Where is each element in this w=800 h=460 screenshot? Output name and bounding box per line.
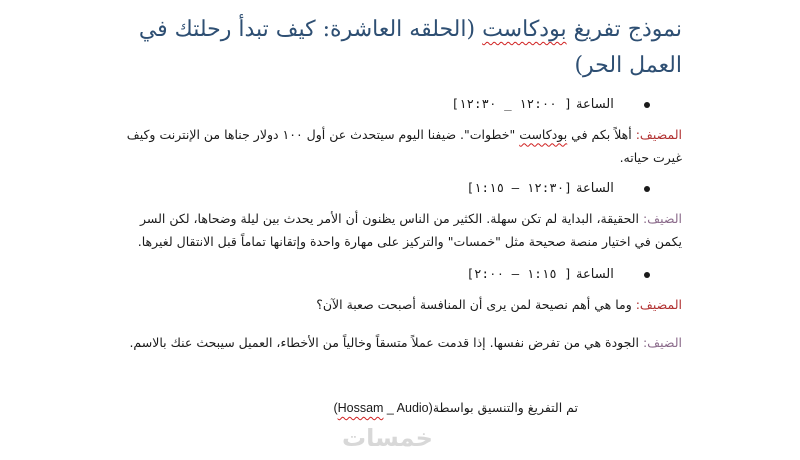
document-title <box>82 12 682 84</box>
timestamp-bullet-1 <box>451 96 650 112</box>
title-misspelled-word: بودكاست <box>482 17 567 42</box>
paren-close: ) <box>428 401 433 415</box>
dialogue-paragraph-2 <box>122 207 682 253</box>
dialogue-text: الحقيقة، البداية لم تكن سهلة. الكثير من الناس يظنون أن الأمر يحدث بين ليلة وضحاها، لكن السر يكمن في اختيار منصة صحيحة مثل "خمسات" والتركيز على مهارة واحدة وإتقانها تماماً قبل الانتقال لغيرها. <box>137 210 682 249</box>
dialogue-paragraph-1 <box>122 123 682 169</box>
time-range: [ ١٢:٠٠ _ ١٢:٣٠] <box>451 96 572 111</box>
speaker-host: المضيف: <box>635 296 682 312</box>
title-part1: نموذج تفريغ <box>566 17 682 42</box>
paren-open: ( <box>333 401 338 415</box>
title-part2: (الحلقه العاشرة: كيف تبدأ رحلتك في العمل الحر) <box>138 17 682 78</box>
time-label: الساعة <box>576 97 614 112</box>
timestamp-bullet-3 <box>466 266 650 282</box>
credit-name <box>333 401 432 415</box>
bullet-icon <box>644 102 650 108</box>
time-range: [ ١:١٥ – ٢:٠٠] <box>466 266 572 281</box>
name-rest: _ Audio <box>383 401 429 415</box>
dialogue-text: وما هي أهم نصيحة لمن يرى أن المنافسة أصبحت صعبة الآن؟ <box>316 296 636 312</box>
bullet-icon <box>644 186 650 192</box>
time-label: الساعة <box>576 181 614 196</box>
time-label: الساعة <box>576 267 614 282</box>
speaker-guest: الضيف: <box>642 334 682 350</box>
speaker-host: المضيف: <box>635 126 682 142</box>
bullet-icon <box>644 272 650 278</box>
credit-text: تم التفريغ والتنسيق بواسطة <box>432 400 578 415</box>
khamsat-watermark: خمسات <box>342 424 433 452</box>
credit-line <box>333 400 578 415</box>
misspelled-word: بودكاست <box>519 126 568 142</box>
dialogue-text: أهلاً بكم في <box>567 126 636 142</box>
dialogue-paragraph-4 <box>122 331 682 354</box>
dialogue-text: "خطوات". ضيفنا اليوم سيتحدث عن أول ١٠٠ دولار جناها من الإنترنت وكيف غيرت حياته. <box>126 126 682 165</box>
timestamp-bullet-2 <box>466 180 650 196</box>
misspelled-name: Hossam <box>337 401 384 415</box>
dialogue-text: الجودة هي من تفرض نفسها. إذا قدمت عملاً متسقاً وخالياً من الأخطاء، العميل سيبحث عنك بالاسم. <box>129 334 643 350</box>
speaker-guest: الضيف: <box>642 210 682 226</box>
dialogue-paragraph-3 <box>122 293 682 316</box>
time-range: [١٢:٣٠ – ١:١٥] <box>466 180 572 195</box>
